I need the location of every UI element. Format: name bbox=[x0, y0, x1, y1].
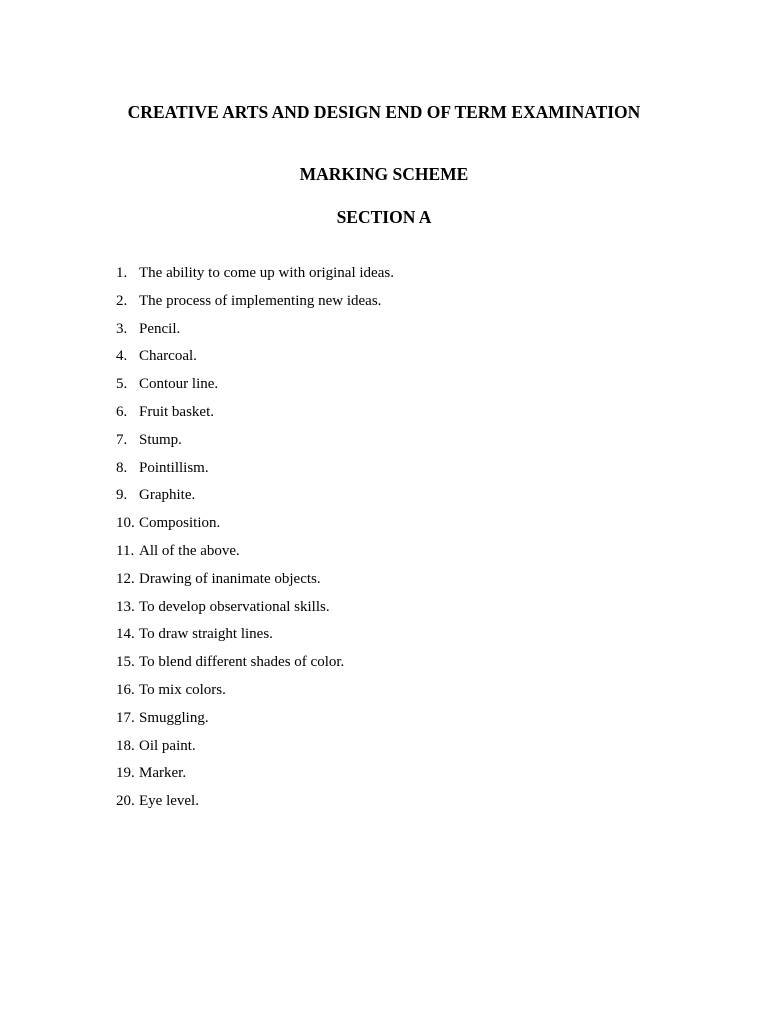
answer-number: 19. bbox=[116, 765, 135, 782]
answer-text: The ability to come up with original ideas. bbox=[139, 265, 394, 281]
answer-item bbox=[116, 430, 394, 458]
answer-text: Pencil. bbox=[139, 320, 181, 337]
answer-number: 4. bbox=[116, 348, 128, 365]
answer-number: 18. bbox=[116, 737, 135, 754]
answer-number: 13. bbox=[116, 598, 135, 615]
answer-text: Fruit basket. bbox=[139, 403, 214, 420]
answer-text: Drawing of inanimate objects. bbox=[139, 570, 321, 587]
answer-text: Graphite. bbox=[139, 487, 196, 504]
answer-item bbox=[116, 680, 394, 708]
answer-number: 10. bbox=[116, 515, 135, 532]
answer-item bbox=[116, 346, 394, 374]
answer-item bbox=[116, 485, 394, 513]
answer-item bbox=[116, 402, 394, 430]
answer-text: Marker. bbox=[139, 765, 187, 782]
answer-text: Contour line. bbox=[139, 376, 219, 393]
answer-number: 12. bbox=[116, 570, 135, 587]
answer-item bbox=[116, 652, 394, 680]
answer-item bbox=[116, 763, 394, 791]
answer-number: 6. bbox=[116, 403, 128, 420]
answer-number: 14. bbox=[116, 626, 135, 643]
answer-item bbox=[116, 708, 394, 736]
document-title: CREATIVE ARTS AND DESIGN END OF TERM EXAMINATION bbox=[127, 102, 641, 122]
answer-list bbox=[116, 263, 394, 819]
answer-item bbox=[116, 291, 394, 319]
answer-text: Charcoal. bbox=[139, 348, 197, 365]
answer-number: 20. bbox=[116, 793, 135, 810]
answer-item bbox=[116, 374, 394, 402]
answer-text: The process of implementing new ideas. bbox=[139, 292, 382, 309]
answer-item bbox=[116, 624, 394, 652]
answer-item bbox=[116, 597, 394, 625]
answer-item bbox=[116, 458, 394, 486]
answer-number: 17. bbox=[116, 709, 135, 726]
answer-text: Eye level. bbox=[139, 793, 199, 810]
answer-text: Pointillism. bbox=[139, 459, 209, 476]
answer-text: To mix colors. bbox=[139, 681, 226, 698]
answer-number: 7. bbox=[116, 431, 128, 448]
answer-number: 15. bbox=[116, 654, 135, 671]
answer-item bbox=[116, 569, 394, 597]
answer-number: 2. bbox=[116, 292, 128, 309]
answer-number: 11. bbox=[116, 542, 135, 559]
answer-item bbox=[116, 541, 394, 569]
answer-text: To blend different shades of color. bbox=[139, 654, 345, 671]
answer-number: 9. bbox=[116, 487, 128, 504]
answer-text: Oil paint. bbox=[139, 737, 196, 754]
answer-number: 1. bbox=[116, 265, 128, 281]
answer-item bbox=[116, 263, 394, 291]
answer-text: Smuggling. bbox=[139, 709, 209, 726]
answer-text: Stump. bbox=[139, 431, 182, 448]
answer-text: To draw straight lines. bbox=[139, 626, 273, 643]
answer-text: Composition. bbox=[139, 515, 221, 532]
answer-item bbox=[116, 513, 394, 541]
answer-number: 8. bbox=[116, 459, 128, 476]
answer-text: To develop observational skills. bbox=[139, 598, 330, 615]
document-subtitle: MARKING SCHEME bbox=[299, 164, 469, 184]
answer-item bbox=[116, 791, 394, 819]
answer-item bbox=[116, 736, 394, 764]
answer-item bbox=[116, 319, 394, 347]
answer-number: 5. bbox=[116, 376, 128, 393]
answer-number: 16. bbox=[116, 681, 135, 698]
answer-number: 3. bbox=[116, 320, 128, 337]
answer-text: All of the above. bbox=[139, 542, 240, 559]
section-heading: SECTION A bbox=[336, 207, 432, 227]
